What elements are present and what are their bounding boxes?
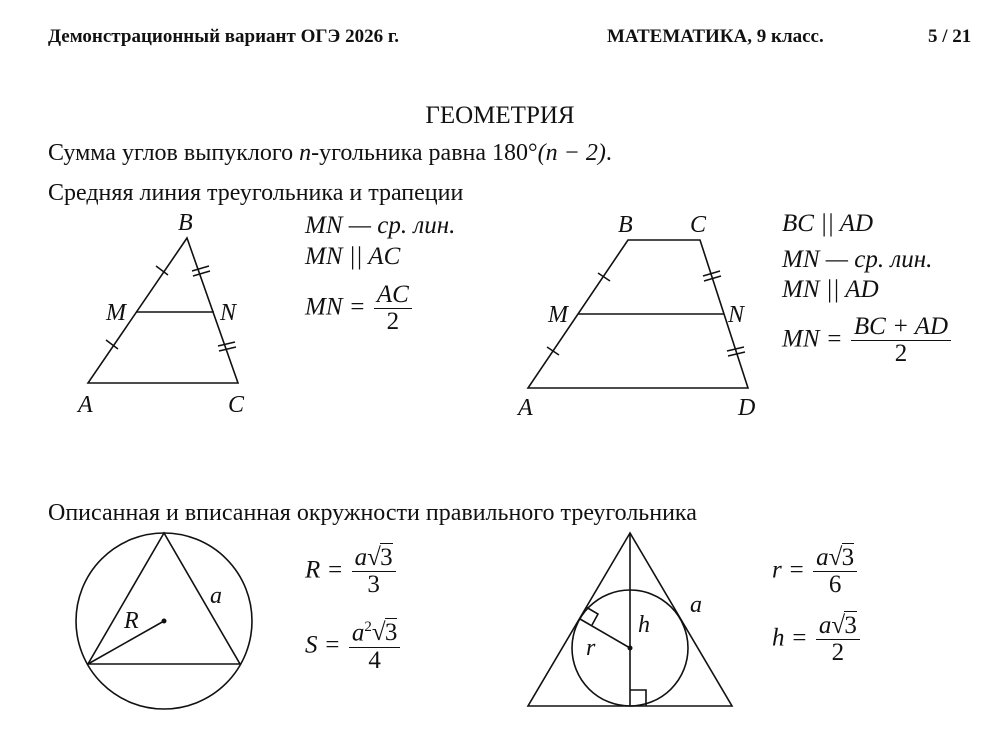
trapezoid-midline-def: MN — ср. лин.: [782, 246, 933, 273]
label-a-trap: A: [518, 395, 533, 421]
label-b-trap: B: [618, 212, 633, 238]
label-c-trap: C: [690, 212, 707, 238]
section-title: ГЕОМЕТРИЯ: [425, 102, 575, 129]
angle-sum-prefix: Сумма углов выпуклого: [48, 140, 294, 166]
label-d-trap: D: [738, 395, 756, 421]
frac-den-2: 2: [386, 308, 400, 336]
triangle-parallel: MN || AC: [305, 243, 401, 270]
inradius-formula: r = a √ 3 6: [772, 545, 857, 599]
trapezoid-parallel-bases: BC || AD: [782, 210, 874, 237]
angle-sum-end: .: [605, 140, 612, 166]
trapezoid-midline-parallel: MN || AD: [782, 276, 879, 303]
triangle-midline-formula: MN = $\frac{AC}{2}$: [305, 282, 412, 336]
label-a-circ: a: [210, 583, 222, 609]
page-number: 5 / 21: [928, 26, 972, 47]
sqrt-icon: √: [828, 544, 843, 571]
label-a: A: [78, 392, 93, 418]
label-h: h: [638, 612, 650, 638]
height-formula: h = a √ 3 2: [772, 613, 860, 667]
frac-num-bc-ad: BC + AD: [851, 314, 951, 341]
trapezoid-midline-formula: MN = $\frac{BC + AD}{2}$: [782, 314, 951, 368]
label-n: N: [220, 300, 237, 326]
frac-den-2-trap: 2: [894, 340, 908, 368]
circles-title: Описанная и вписанная окружности правильного треугольника: [48, 500, 697, 526]
triangle-midline-def: MN — ср. лин.: [305, 212, 456, 239]
label-m-trap: M: [548, 302, 568, 328]
sqrt-icon: √: [831, 612, 846, 639]
label-r-small: r: [586, 635, 596, 661]
label-r-big: R: [124, 608, 139, 634]
label-a-inscr: a: [690, 592, 702, 618]
midline-title: Средняя линия треугольника и трапеции: [48, 180, 464, 206]
angle-sum-mid: -угольника равна 180°: [311, 140, 538, 166]
right-angle-mark-radius: [586, 607, 598, 625]
label-c: C: [228, 392, 245, 418]
incenter-dot: [628, 646, 633, 651]
area-formula: S = $a^2$ √ 3 4: [305, 620, 400, 674]
circumradius-formula: R = a √ 3 3: [305, 545, 396, 599]
label-b: B: [178, 210, 193, 236]
label-m: M: [106, 300, 126, 326]
frac-num-ac: AC: [374, 282, 412, 309]
angle-sum-expr: (n − 2): [537, 140, 606, 166]
sqrt-icon: √: [371, 619, 386, 647]
label-n-trap: N: [728, 302, 745, 328]
sqrt-icon: √: [367, 544, 381, 571]
angle-sum-n: n: [299, 140, 312, 166]
header-subject: МАТЕМАТИКА, 9 класс.: [607, 26, 824, 47]
header-left: Демонстрационный вариант ОГЭ 2026 г.: [48, 26, 400, 47]
